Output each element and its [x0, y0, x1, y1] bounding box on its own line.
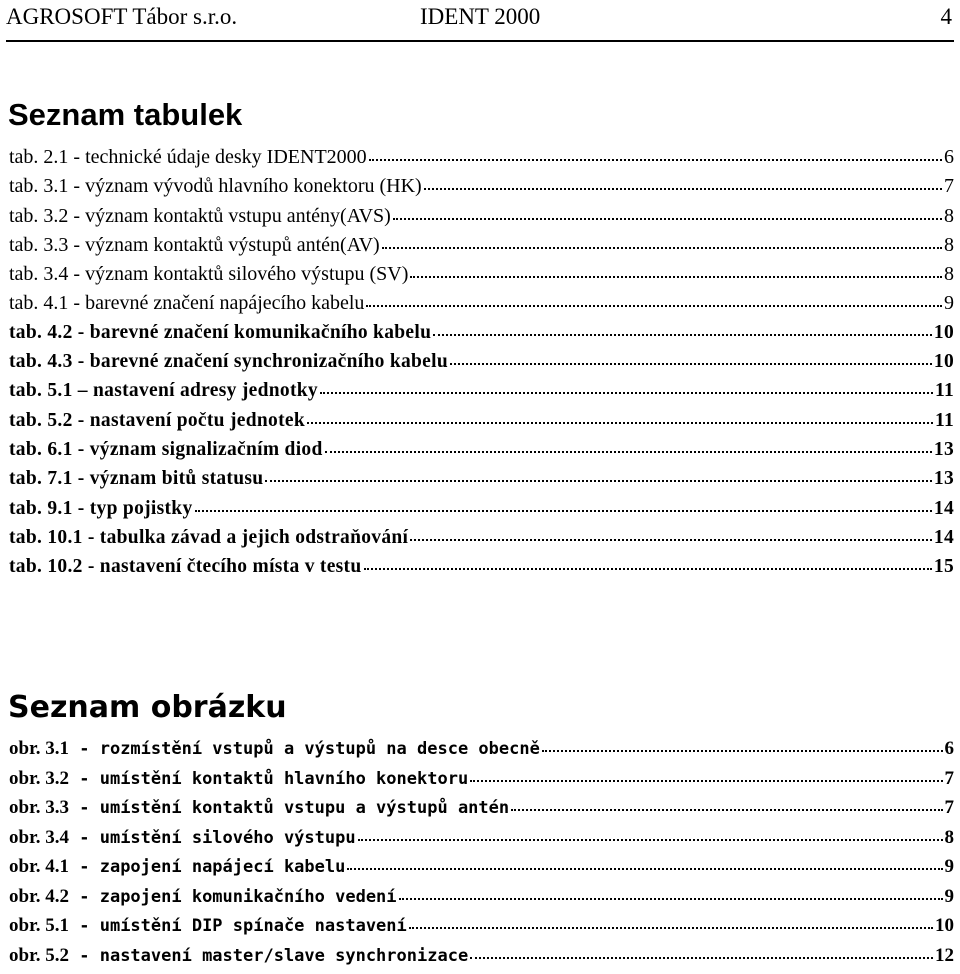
toc-entry-prefix: obr. 4.1 — [9, 856, 69, 877]
toc-entry-prefix: obr. 5.1 — [9, 915, 69, 936]
toc-entry-title — [9, 827, 356, 849]
toc-entry-text: - zapojení napájecí kabelu — [69, 857, 345, 877]
toc-entry-page: 6 — [944, 146, 954, 169]
toc-entry-prefix: obr. 4.2 — [9, 886, 69, 907]
toc-entry-title — [9, 886, 397, 908]
dot-leader — [366, 305, 942, 307]
toc-entry[interactable] — [9, 146, 954, 175]
toc-entry-title — [9, 738, 540, 760]
toc-entry[interactable] — [9, 527, 954, 556]
toc-entry-page: 11 — [935, 410, 954, 432]
toc-entry-title — [9, 945, 468, 967]
toc-entry-page: 8 — [945, 827, 955, 849]
toc-entry-prefix: obr. 3.2 — [9, 768, 69, 789]
toc-entry-page: 9 — [944, 292, 954, 315]
toc-entry-title: tab. 10.1 - tabulka závad a jejich odstraňování — [9, 527, 408, 549]
toc-entry-text: - umístění DIP spínače nastavení — [69, 916, 407, 936]
page-number: 4 — [941, 4, 953, 30]
toc-entry[interactable] — [9, 738, 954, 768]
toc-entry-page: 8 — [944, 234, 954, 257]
toc-entry[interactable] — [9, 945, 954, 974]
dot-leader — [320, 392, 933, 394]
toc-entry-prefix: obr. 5.2 — [9, 945, 69, 966]
toc-entry-page: 15 — [934, 556, 954, 578]
toc-entry-title: tab. 5.1 – nastavení adresy jednotky — [9, 380, 318, 402]
toc-entry-page: 14 — [934, 498, 954, 520]
toc-entry-prefix: obr. 3.3 — [9, 797, 69, 818]
toc-entry-text: - umístění silového výstupu — [69, 828, 356, 848]
toc-entry-title: tab. 7.1 - význam bitů statusu — [9, 468, 263, 490]
toc-entry[interactable] — [9, 263, 954, 292]
toc-entry-title — [9, 797, 509, 819]
dot-leader — [470, 780, 942, 782]
toc-entry-page: 13 — [934, 439, 954, 461]
toc-entry[interactable] — [9, 768, 954, 798]
dot-leader — [410, 539, 932, 541]
toc-entry-page: 10 — [934, 322, 954, 344]
toc-entry[interactable] — [9, 234, 954, 263]
dot-leader — [195, 510, 932, 512]
dot-leader — [307, 422, 933, 424]
toc-entry-title — [9, 915, 407, 937]
toc-entry-page: 10 — [935, 915, 954, 937]
toc-entry-page: 9 — [945, 886, 955, 908]
figures-list — [9, 738, 954, 974]
toc-entry-title: tab. 2.1 - technické údaje desky IDENT2000 — [9, 146, 367, 169]
toc-entry-title: tab. 4.2 - barevné značení komunikačního kabelu — [9, 322, 431, 344]
toc-entry-title: tab. 4.1 - barevné značení napájecího kabelu — [9, 292, 364, 315]
toc-entry-page: 12 — [935, 945, 954, 967]
dot-leader — [470, 957, 933, 959]
dot-leader — [542, 750, 943, 752]
page-header — [6, 0, 954, 42]
dot-leader — [347, 868, 942, 870]
toc-entry-page: 14 — [934, 527, 954, 549]
dot-leader — [424, 188, 942, 190]
company-name: AGROSOFT Tábor s.r.o. — [6, 4, 237, 30]
toc-entry[interactable] — [9, 351, 954, 380]
toc-entry-title: tab. 3.3 - význam kontaktů výstupů antén(AV) — [9, 234, 380, 257]
toc-entry-page: 9 — [945, 856, 955, 878]
toc-entry[interactable] — [9, 205, 954, 234]
dot-leader — [410, 276, 942, 278]
toc-entry[interactable] — [9, 886, 954, 916]
toc-entry-title: tab. 5.2 - nastavení počtu jednotek — [9, 410, 305, 432]
toc-entry[interactable] — [9, 797, 954, 827]
dot-leader — [511, 809, 942, 811]
dot-leader — [265, 480, 931, 482]
toc-entry-text: - nastavení master/slave synchronizace — [69, 946, 468, 966]
toc-entry[interactable] — [9, 468, 954, 497]
dot-leader — [433, 334, 932, 336]
figures-heading: Seznam obrázku — [8, 693, 287, 723]
tables-heading: Seznam tabulek — [8, 99, 242, 130]
dot-leader — [325, 451, 932, 453]
toc-entry[interactable] — [9, 380, 954, 409]
dot-leader — [369, 159, 942, 161]
toc-entry-title — [9, 856, 345, 878]
toc-entry-page: 6 — [945, 738, 955, 760]
toc-entry[interactable] — [9, 439, 954, 468]
toc-entry[interactable] — [9, 556, 954, 585]
toc-entry[interactable] — [9, 175, 954, 204]
toc-entry-text: - rozmístění vstupů a výstupů na desce obecně — [69, 739, 540, 759]
toc-entry-page: 13 — [934, 468, 954, 490]
toc-entry-title: tab. 10.2 - nastavení čtecího místa v testu — [9, 556, 362, 578]
toc-entry-title: tab. 3.4 - význam kontaktů silového výstupu (SV) — [9, 263, 408, 286]
toc-entry[interactable] — [9, 915, 954, 945]
toc-entry-title: tab. 9.1 - typ pojistky — [9, 498, 193, 520]
dot-leader — [364, 568, 932, 570]
toc-entry-page: 10 — [934, 351, 954, 373]
toc-entry-title: tab. 4.3 - barevné značení synchronizačního kabelu — [9, 351, 448, 373]
dot-leader — [450, 363, 932, 365]
toc-entry[interactable] — [9, 410, 954, 439]
dot-leader — [399, 898, 943, 900]
toc-entry-text: - umístění kontaktů hlavního konektoru — [69, 769, 468, 789]
toc-entry-page: 7 — [944, 175, 954, 198]
toc-entry-page: 8 — [944, 205, 954, 228]
toc-entry[interactable] — [9, 856, 954, 886]
tables-list — [9, 146, 954, 585]
toc-entry-page: 7 — [945, 797, 955, 819]
toc-entry-page: 11 — [935, 380, 954, 402]
toc-entry[interactable] — [9, 322, 954, 351]
toc-entry[interactable] — [9, 292, 954, 321]
toc-entry-title: tab. 3.2 - význam kontaktů vstupu antény(AVS) — [9, 205, 391, 228]
toc-entry-title: tab. 6.1 - význam signalizačním diod — [9, 439, 323, 461]
toc-entry-page: 7 — [945, 768, 955, 790]
toc-entry-prefix: obr. 3.1 — [9, 738, 69, 759]
toc-entry-title: tab. 3.1 - význam vývodů hlavního konektoru (HK) — [9, 175, 422, 198]
dot-leader — [382, 247, 942, 249]
dot-leader — [358, 839, 943, 841]
toc-entry-text: - zapojení komunikačního vedení — [69, 887, 397, 907]
toc-entry[interactable] — [9, 498, 954, 527]
toc-entry-prefix: obr. 3.4 — [9, 827, 69, 848]
toc-entry-text: - umístění kontaktů vstupu a výstupů antén — [69, 798, 509, 818]
dot-leader — [409, 927, 933, 929]
toc-entry-title — [9, 768, 468, 790]
product-name: IDENT 2000 — [420, 4, 540, 30]
dot-leader — [393, 218, 942, 220]
toc-entry-page: 8 — [944, 263, 954, 286]
toc-entry[interactable] — [9, 827, 954, 857]
